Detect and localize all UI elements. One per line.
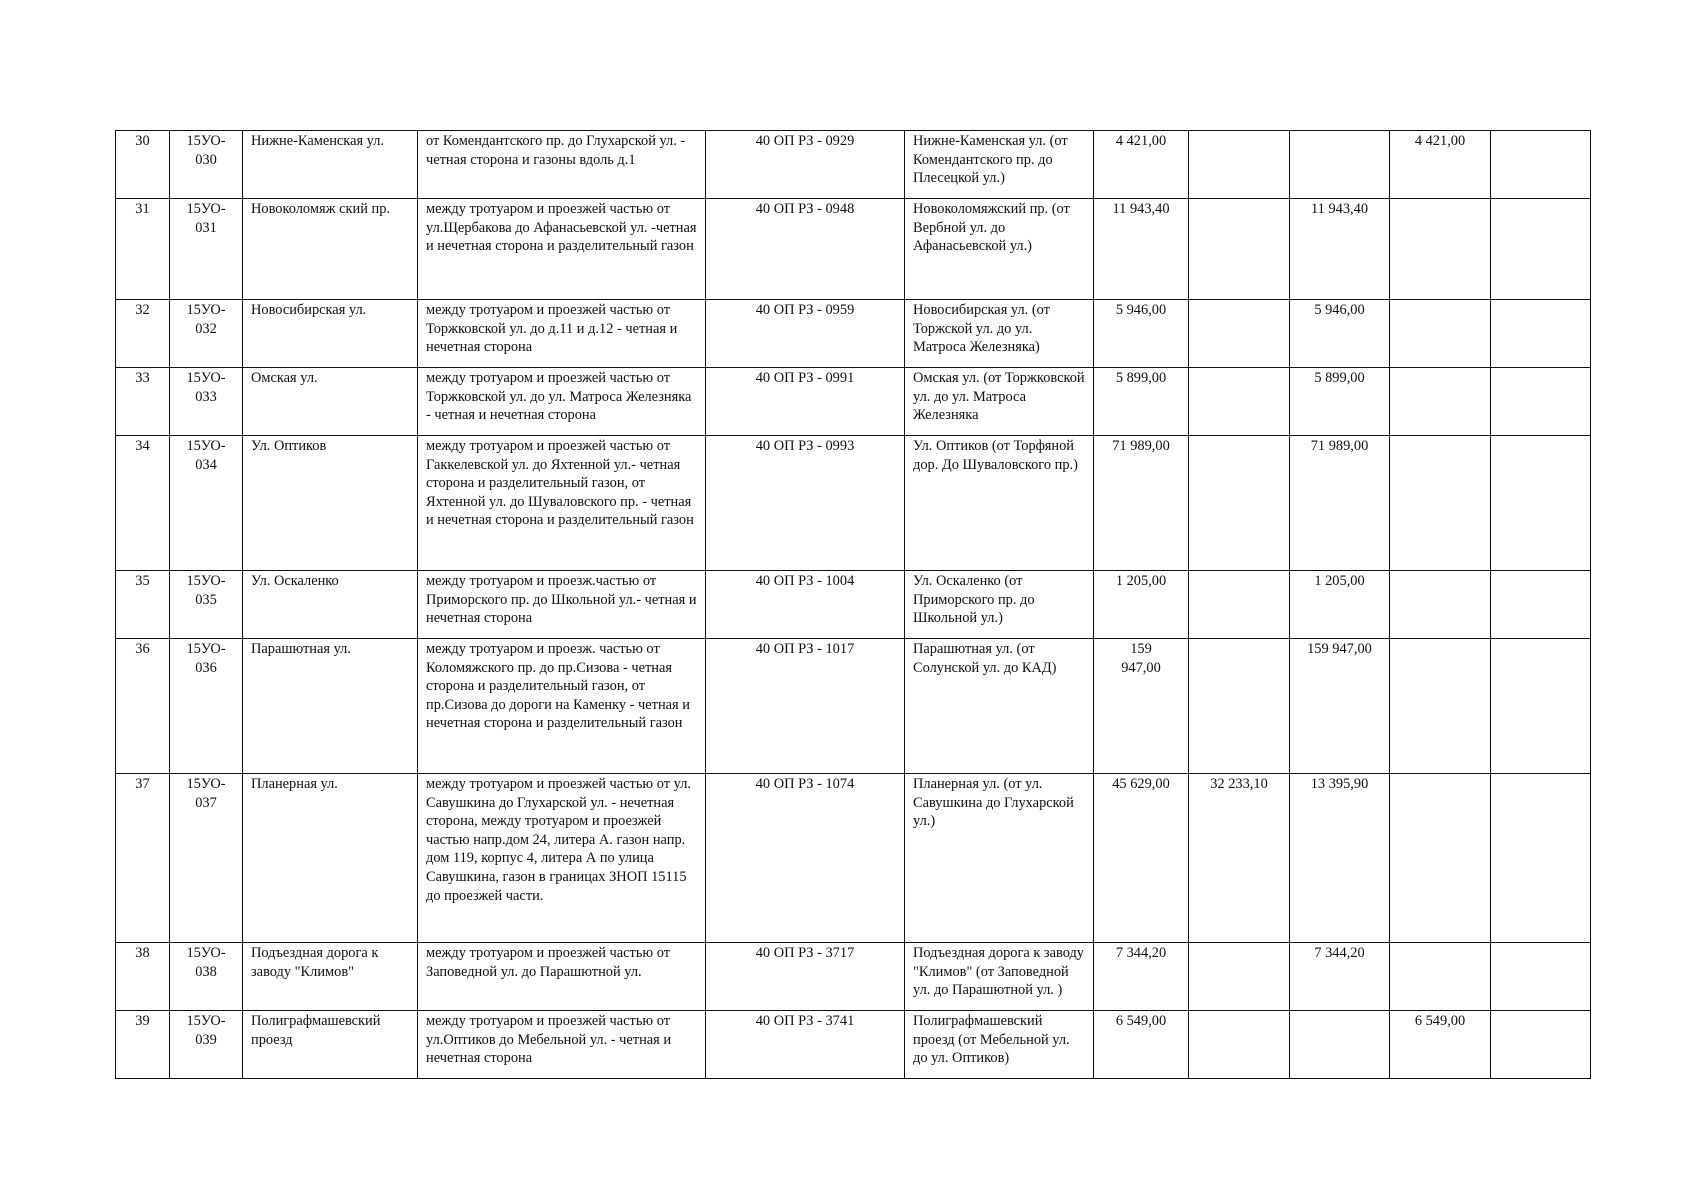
object-code-cell: 15УО- 036 <box>170 639 243 774</box>
road-name-cell: Полиграфмашевский проезд (от Мебельной ул. до ул. Оптиков) <box>905 1011 1094 1079</box>
area-column-1-cell <box>1189 943 1290 1011</box>
object-code-cell: 15УО- 037 <box>170 774 243 943</box>
location-description-cell: между тротуаром и проезж. частью от Коломяжского пр. до пр.Сизова - четная сторона и разделительный газон, от пр.Сизова до дороги на Каменку - четная и нечетная сторона и разделительный газон <box>418 639 706 774</box>
table-row <box>116 571 1591 639</box>
location-description-cell: между тротуаром и проезж.частью от Приморского пр. до Школьной ул.- четная и нечетная сторона <box>418 571 706 639</box>
row-number-cell: 34 <box>116 436 170 571</box>
area-column-2-cell: 1 205,00 <box>1290 571 1390 639</box>
road-name-cell: Новоколомяжский пр. (от Вербной ул. до Афанасьевской ул.) <box>905 199 1094 300</box>
area-column-1-cell <box>1189 639 1290 774</box>
area-column-4-cell <box>1491 571 1591 639</box>
area-column-2-cell: 7 344,20 <box>1290 943 1390 1011</box>
location-description-cell: между тротуаром и проезжей частью от Торжковской ул. до д.11 и д.12 - четная и нечетная сторона <box>418 300 706 368</box>
area-column-4-cell <box>1491 1011 1591 1079</box>
area-column-4-cell <box>1491 639 1591 774</box>
table-row <box>116 774 1591 943</box>
object-code-cell: 15УО- 033 <box>170 368 243 436</box>
area-column-3-cell <box>1390 300 1491 368</box>
area-column-3-cell <box>1390 571 1491 639</box>
total-area-cell: 159 947,00 <box>1094 639 1189 774</box>
area-column-4-cell <box>1491 199 1591 300</box>
row-number-cell: 30 <box>116 131 170 199</box>
object-code-cell: 15УО- 032 <box>170 300 243 368</box>
location-description-cell: между тротуаром и проезжей частью от ул.Щербакова до Афанасьевской ул. -четная и нечетная сторона и разделительный газон <box>418 199 706 300</box>
road-name-cell: Омская ул. (от Торжковской ул. до ул. Матроса Железняка <box>905 368 1094 436</box>
area-column-2-cell <box>1290 1011 1390 1079</box>
registry-number-cell: 40 ОП РЗ - 0991 <box>706 368 905 436</box>
road-name-cell: Ул. Оскаленко (от Приморского пр. до Школьной ул.) <box>905 571 1094 639</box>
street-name-cell: Новосибирская ул. <box>243 300 418 368</box>
object-code-cell: 15УО- 030 <box>170 131 243 199</box>
object-code-cell: 15УО- 039 <box>170 1011 243 1079</box>
area-column-3-cell <box>1390 639 1491 774</box>
location-description-cell: между тротуаром и проезжей частью от Торжковской ул. до ул. Матроса Железняка - четная и нечетная сторона <box>418 368 706 436</box>
street-name-cell: Ул. Оскаленко <box>243 571 418 639</box>
area-column-2-cell: 71 989,00 <box>1290 436 1390 571</box>
area-column-2-cell: 13 395,90 <box>1290 774 1390 943</box>
area-column-3-cell <box>1390 436 1491 571</box>
location-description-cell: между тротуаром и проезжей частью от Заповедной ул. до Парашютной ул. <box>418 943 706 1011</box>
area-column-1-cell <box>1189 131 1290 199</box>
location-description-cell: между тротуаром и проезжей частью от ул.Оптиков до Мебельной ул. - четная и нечетная сторона <box>418 1011 706 1079</box>
area-column-1-cell: 32 233,10 <box>1189 774 1290 943</box>
object-code-cell: 15УО- 031 <box>170 199 243 300</box>
total-area-cell: 1 205,00 <box>1094 571 1189 639</box>
total-area-cell: 7 344,20 <box>1094 943 1189 1011</box>
road-name-cell: Ул. Оптиков (от Торфяной дор. До Шуваловского пр.) <box>905 436 1094 571</box>
row-number-cell: 35 <box>116 571 170 639</box>
area-column-2-cell: 11 943,40 <box>1290 199 1390 300</box>
table-row <box>116 436 1591 571</box>
table-row <box>116 1011 1591 1079</box>
area-column-3-cell: 6 549,00 <box>1390 1011 1491 1079</box>
registry-number-cell: 40 ОП РЗ - 1017 <box>706 639 905 774</box>
area-column-4-cell <box>1491 300 1591 368</box>
area-column-2-cell <box>1290 131 1390 199</box>
registry-number-cell: 40 ОП РЗ - 0948 <box>706 199 905 300</box>
street-name-cell: Омская ул. <box>243 368 418 436</box>
row-number-cell: 39 <box>116 1011 170 1079</box>
registry-number-cell: 40 ОП РЗ - 0959 <box>706 300 905 368</box>
registry-number-cell: 40 ОП РЗ - 3717 <box>706 943 905 1011</box>
total-area-cell: 4 421,00 <box>1094 131 1189 199</box>
row-number-cell: 36 <box>116 639 170 774</box>
object-code-cell: 15УО- 038 <box>170 943 243 1011</box>
table-row <box>116 368 1591 436</box>
registry-number-cell: 40 ОП РЗ - 3741 <box>706 1011 905 1079</box>
table-row <box>116 131 1591 199</box>
table-body <box>116 131 1591 1079</box>
table-row <box>116 943 1591 1011</box>
total-area-cell: 5 946,00 <box>1094 300 1189 368</box>
area-column-3-cell <box>1390 774 1491 943</box>
area-column-3-cell <box>1390 943 1491 1011</box>
area-column-2-cell: 5 899,00 <box>1290 368 1390 436</box>
street-name-cell: Полиграфмашевский проезд <box>243 1011 418 1079</box>
area-column-4-cell <box>1491 436 1591 571</box>
row-number-cell: 32 <box>116 300 170 368</box>
area-column-1-cell <box>1189 571 1290 639</box>
road-name-cell: Планерная ул. (от ул. Савушкина до Глухарской ул.) <box>905 774 1094 943</box>
road-name-cell: Нижне-Каменская ул. (от Комендантского пр. до Плесецкой ул.) <box>905 131 1094 199</box>
location-description-cell: между тротуаром и проезжей частью от ул. Савушкина до Глухарской ул. - нечетная сторона, между тротуаром и проезжей частью напр.дом 24, литера А. газон напр. дом 119, корпус 4, литера А по улица Савушкина, газон в границах ЗНОП 15115 до проезжей части. <box>418 774 706 943</box>
table-row <box>116 199 1591 300</box>
registry-number-cell: 40 ОП РЗ - 0929 <box>706 131 905 199</box>
table-row <box>116 300 1591 368</box>
registry-number-cell: 40 ОП РЗ - 0993 <box>706 436 905 571</box>
total-area-cell: 45 629,00 <box>1094 774 1189 943</box>
road-name-cell: Новосибирская ул. (от Торжской ул. до ул. Матроса Железняка) <box>905 300 1094 368</box>
location-description-cell: от Комендантского пр. до Глухарской ул. - четная сторона и газоны вдоль д.1 <box>418 131 706 199</box>
table-row <box>116 639 1591 774</box>
object-code-cell: 15УО- 034 <box>170 436 243 571</box>
area-column-4-cell <box>1491 943 1591 1011</box>
area-column-3-cell <box>1390 368 1491 436</box>
area-column-4-cell <box>1491 131 1591 199</box>
row-number-cell: 38 <box>116 943 170 1011</box>
roads-table <box>115 130 1591 1079</box>
area-column-4-cell <box>1491 774 1591 943</box>
street-name-cell: Парашютная ул. <box>243 639 418 774</box>
area-column-3-cell: 4 421,00 <box>1390 131 1491 199</box>
area-column-4-cell <box>1491 368 1591 436</box>
area-column-3-cell <box>1390 199 1491 300</box>
location-description-cell: между тротуаром и проезжей частью от Гаккелевской ул. до Яхтенной ул.- четная сторона и разделительный газон, от Яхтенной ул. до Шуваловского пр. - четная и нечетная сторона и разделительный газон <box>418 436 706 571</box>
row-number-cell: 37 <box>116 774 170 943</box>
object-code-cell: 15УО- 035 <box>170 571 243 639</box>
street-name-cell: Нижне-Каменская ул. <box>243 131 418 199</box>
area-column-1-cell <box>1189 300 1290 368</box>
street-name-cell: Новоколомяж ский пр. <box>243 199 418 300</box>
area-column-1-cell <box>1189 199 1290 300</box>
area-column-2-cell: 159 947,00 <box>1290 639 1390 774</box>
total-area-cell: 6 549,00 <box>1094 1011 1189 1079</box>
area-column-1-cell <box>1189 436 1290 571</box>
row-number-cell: 31 <box>116 199 170 300</box>
road-name-cell: Подъездная дорога к заводу "Климов" (от Заповедной ул. до Парашютной ул. ) <box>905 943 1094 1011</box>
area-column-1-cell <box>1189 368 1290 436</box>
total-area-cell: 5 899,00 <box>1094 368 1189 436</box>
road-name-cell: Парашютная ул. (от Солунской ул. до КАД) <box>905 639 1094 774</box>
row-number-cell: 33 <box>116 368 170 436</box>
street-name-cell: Подъездная дорога к заводу "Климов" <box>243 943 418 1011</box>
area-column-2-cell: 5 946,00 <box>1290 300 1390 368</box>
total-area-cell: 11 943,40 <box>1094 199 1189 300</box>
registry-number-cell: 40 ОП РЗ - 1004 <box>706 571 905 639</box>
total-area-cell: 71 989,00 <box>1094 436 1189 571</box>
area-column-1-cell <box>1189 1011 1290 1079</box>
registry-number-cell: 40 ОП РЗ - 1074 <box>706 774 905 943</box>
street-name-cell: Ул. Оптиков <box>243 436 418 571</box>
street-name-cell: Планерная ул. <box>243 774 418 943</box>
